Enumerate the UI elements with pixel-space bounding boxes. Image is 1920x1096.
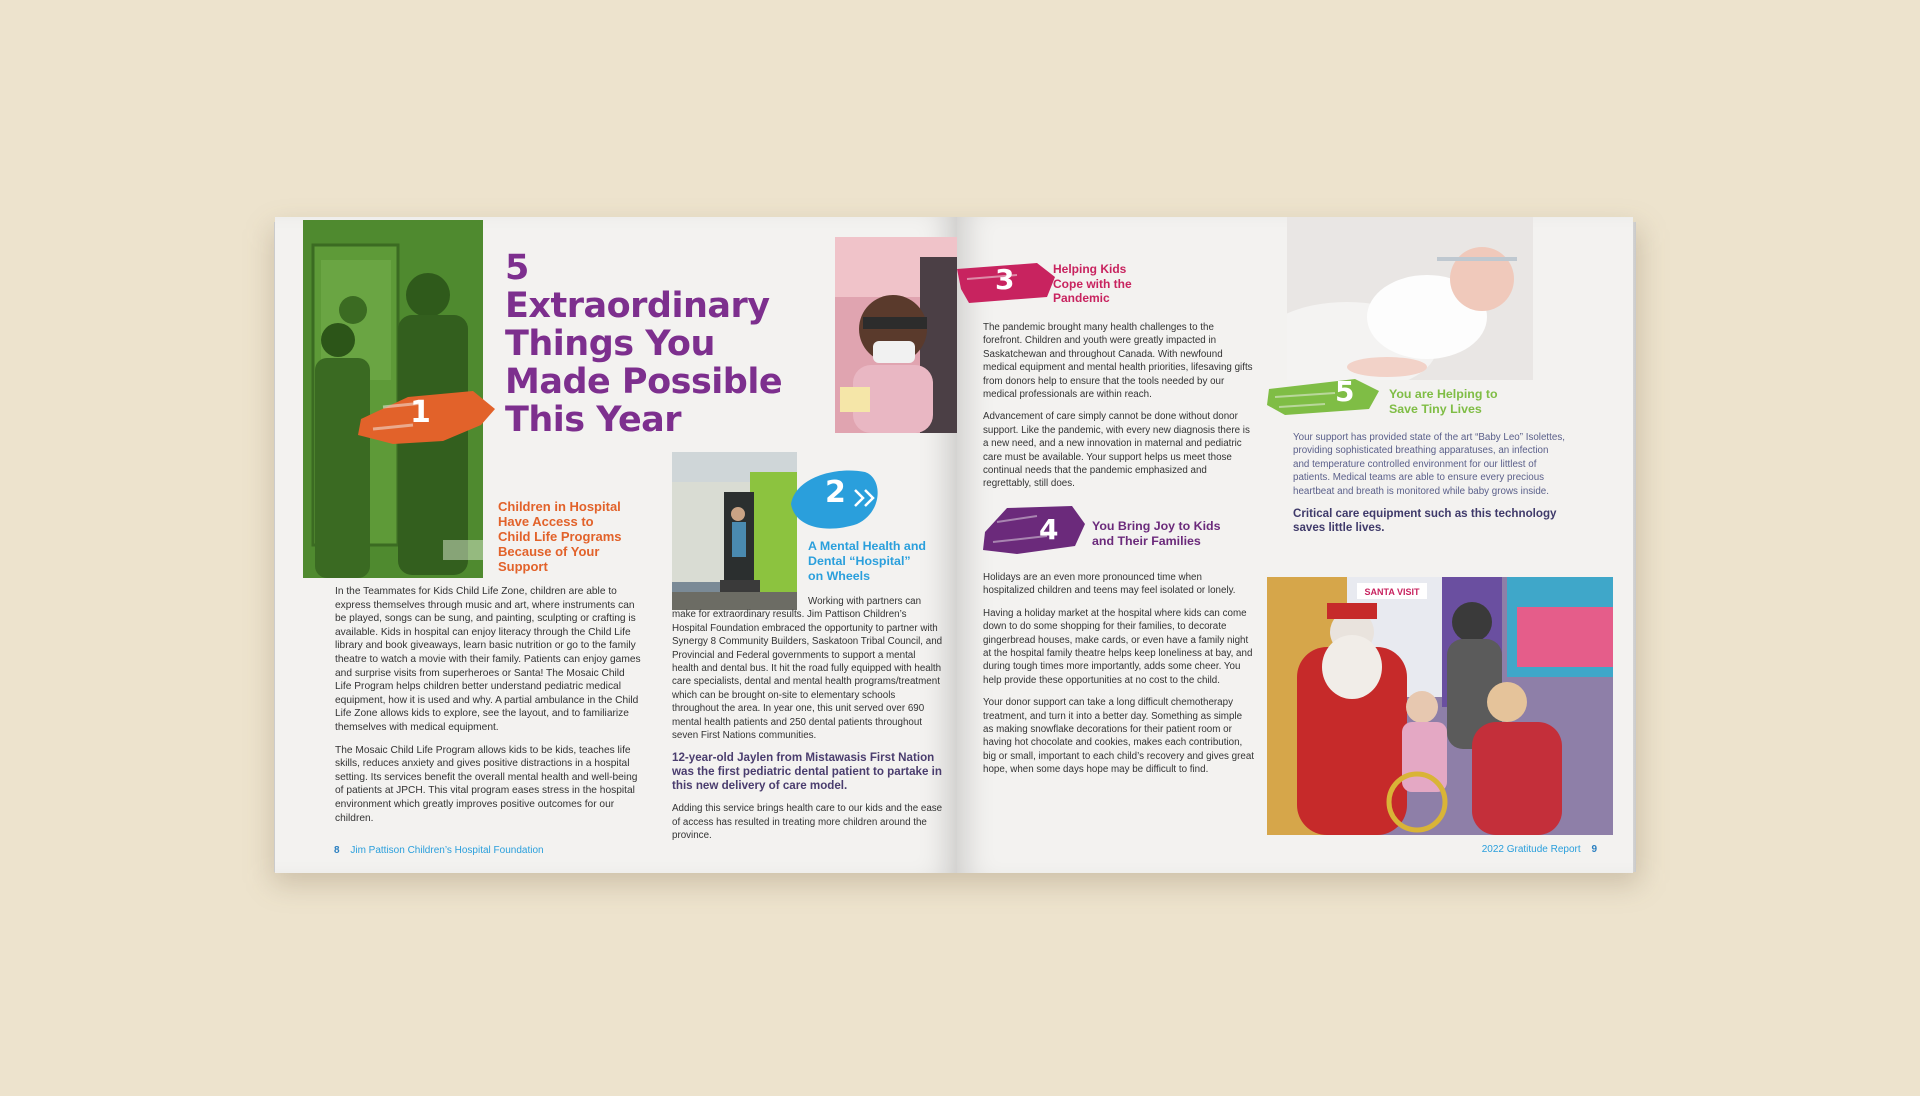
section-5-body: [1293, 431, 1565, 544]
heading-line: You are Helping to: [1389, 387, 1498, 401]
section-heading-5: [1389, 387, 1549, 417]
footer-org: Jim Pattison Children’s Hospital Foundation: [350, 845, 544, 856]
heading-line: Because of Your: [498, 544, 600, 559]
paragraph: The pandemic brought many health challenges to the forefront. Children and youth were greatly impacted in Saskatchewan and throughout Canada. With newfound medical equipment and mental health priorities, lifesaving gifts from donors help to ensure that the tools needed by our medical professionals are within reach.: [983, 322, 1253, 401]
bus-photo: [672, 452, 797, 610]
title-line: Made Possible: [505, 362, 783, 402]
heading-line: Save Tiny Lives: [1389, 402, 1482, 416]
paragraph: The Mosaic Child Life Program allows kids to be kids, teaches life skills, reduces anxiety and gives positive distractions in a hospital setting. Its services benefit the overall mental health and well-being of patients at JPCH. This vital program eases stress in the hospital environment which greatly improves positive outcomes for our children.: [335, 744, 638, 824]
santa-visit-sign: SANTA VISIT: [1364, 587, 1420, 597]
section-heading-4: [1092, 519, 1252, 549]
page-number: 9: [1591, 844, 1597, 855]
title-line: Things You: [505, 324, 715, 364]
girl-photo: [835, 237, 957, 433]
section-heading-2: [808, 539, 948, 584]
page-number: 8: [334, 845, 340, 856]
heading-line: Dental “Hospital”: [808, 554, 911, 568]
paragraph: Your donor support can take a long difficult chemotherapy treatment, and turn it into a better day. Something as simple as making snowflake decorations for their patient room or having hot chocolate and cookies, makes each contribution, big or small, important to each child’s recovery and gives great hope, when some days hope may be difficult to find.: [983, 697, 1254, 776]
section-1-body: [335, 585, 643, 834]
critical-care-quote: Critical care equipment such as this technology saves little lives.: [1293, 507, 1557, 535]
heading-line: Pandemic: [1053, 291, 1110, 305]
paragraph: Your support has provided state of the art “Baby Leo” Isolettes, providing sophisticated breathing apparatuses, an infection and temperature controlled environment for our littlest of patients. Medical teams are able to ensure every precious heartbeat and breath is monitored while baby grows inside.: [1293, 432, 1565, 497]
brush-stroke-4: [977, 502, 1089, 558]
heading-line: on Wheels: [808, 569, 870, 583]
heading-line: Children in Hospital: [498, 499, 621, 514]
section-heading-3: [1053, 262, 1173, 306]
paragraph: In the Teammates for Kids Child Life Zone, children are able to express themselves through music and art, where instruments can be played, songs can be sung, and painting, sculpting or crafting is available. Kids in hospital can enjoy literacy through the Child Life library and book giveaways, learn basic nutrition or go to the family theatre to watch a movie with their family. Patients can enjoy games and surprise visits from superheroes or Santa! The Mosaic Child Life Program helps children better understand pediatric medical equipment, how it is used and why. A partial ambulance in the Child Life Zone allows kids to explore, see the layout, and to familiarize themselves with medical equipment.: [335, 586, 641, 733]
jaylen-quote: 12-year-old Jaylen from Mistawasis First Nation was the first pediatric dental patient to partake in this new delivery of care model.: [672, 751, 942, 793]
left-page: [275, 217, 957, 873]
baby-photo: [1287, 217, 1533, 380]
right-page: [957, 217, 1633, 873]
section-number-1: 1: [410, 395, 431, 430]
section-2-body: [672, 595, 944, 852]
section-number-3: 3: [995, 263, 1015, 296]
paragraph: Holidays are an even more pronounced time when hospitalized children and teens may feel isolated or lonely.: [983, 572, 1236, 597]
paragraph: Having a holiday market at the hospital where kids can come down to do some shopping for their families, to decorate gingerbread houses, make cards, or even have a family night at the hospital family theatre helps keep loneliness at bay, and during tough times more importantly, adds some cheer. You help provide these opportunities at no cost to the child.: [983, 607, 1253, 686]
heading-line: You Bring Joy to Kids: [1092, 519, 1221, 533]
right-footer: [1457, 844, 1597, 855]
title-line: 5 Extraordinary: [505, 248, 770, 326]
section-4-body: [983, 571, 1255, 786]
paragraph: Advancement of care simply cannot be done without donor support. Like the pandemic, with every new diagnosis there is a new need, and a new innovation in maternal and pediatric care must be available. Your support helps us meet those continual needs that the pandemic emphasized and regrettably, still does.: [983, 411, 1250, 490]
paragraph: Working with partners can make for extraordinary results. Jim Pattison Children’s Hospital Foundation embraced the opportunity to partner with Synergy 8 Community Builders, Saskatoon Tribal Council, and Provincial and Federal governments to support a mental health and dental bus. It hit the road fully equipped with health care specialists, dental and mental health programs/treatment which can be brought on-site to elementary schools throughout the area. In year one, this unit served over 690 mental health patients and 250 dental patients throughout seven First Nations communities.: [672, 596, 943, 742]
heading-line: Cope with the: [1053, 276, 1132, 291]
section-number-4: 4: [1039, 513, 1059, 546]
section-number-5: 5: [1335, 375, 1355, 408]
heading-line: and Their Families: [1092, 534, 1201, 548]
heading-line: Child Life Programs: [498, 529, 622, 544]
footer-report: 2022 Gratitude Report: [1481, 844, 1581, 855]
paragraph: Adding this service brings health care to our kids and the ease of access has resulted in treating more children around the province.: [672, 803, 943, 842]
heading-line: Have Access to: [498, 514, 594, 529]
brush-stroke-5: [1265, 375, 1381, 417]
section-number-2: 2: [825, 475, 846, 510]
title-line: This Year: [505, 400, 682, 440]
heading-line: A Mental Health and: [808, 539, 926, 553]
section-3-body: [983, 321, 1253, 500]
heading-line: Support: [498, 559, 548, 574]
heading-line: Helping Kids: [1053, 262, 1127, 276]
left-footer: [334, 845, 634, 856]
section-heading-1: [498, 499, 648, 574]
santa-visit-photo: [1267, 577, 1613, 835]
page-title: [505, 249, 805, 439]
